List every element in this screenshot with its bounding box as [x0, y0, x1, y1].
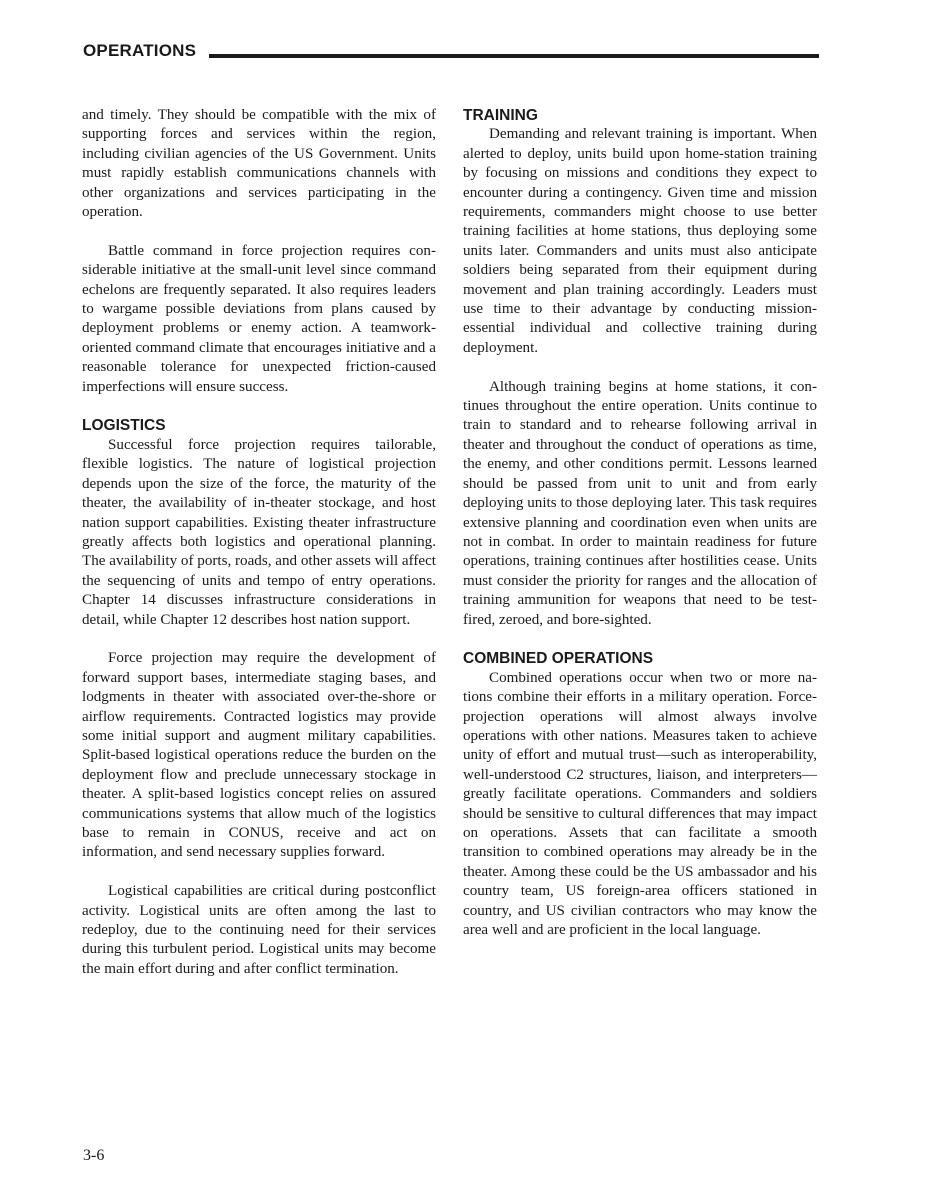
section-heading-logistics: LOGISTICS: [82, 417, 166, 435]
chapter-title: OPERATIONS: [83, 41, 197, 60]
paragraph-logistics-2: Force projection may require the development of forward support bases, intermediate staging bases, and lodgments in theater with associated over-the-shore or airflow requirements. Contracted logistics may provide some initial support and augment military capabilities. Split-based logistical operations reduce the burden on the deployment flow and preclude unnecessary stockage in theater. A split-based logistics concept relies on assured communications systems that allow much of the logistics base to remain in CONUS, receive and act on information, and send necessary supplies forward.: [82, 650, 436, 861]
paragraph-combined-operations: Combined operations occur when two or more nations combine their efforts in a military operation. Force-projection operations will almost always involve operations with other nations. Measures taken to achieve unity of effort and mutual trust—such as interoperability, well-understood C2 structures, liaison, and interpreters—greatly facilitate operations. Commanders and soldiers should be sensitive to cultural differences that may impact on operations. Assets that can facilitate a smooth transition to combined operations may already be in the theater. Among these could be the US ambassador and his country team, US foreign-area officers stationed in country, and US civilian contractors who may know the area well and are proficient in the local language.: [463, 669, 817, 939]
paragraph-logistics-3: Logistical capabilities are critical during postconflict activity. Logistical units are often among the last to redeploy, due to the continuing need for their services during this turbulent period. Logistical units may become the main effort during and after conflict termination.: [82, 883, 436, 977]
paragraph-continuation: and timely. They should be compatible with the mix of supporting forces and services within the region, including civilian agencies of the US Government. Units must rapidly establish communications channels with other organizations and services participating in the operation.: [82, 107, 436, 221]
header-rule: [209, 54, 819, 58]
right-column: [463, 106, 817, 960]
paragraph-battle-command: Battle command in force projection requires considerable initiative at the small-unit level since command echelons are frequently separated. It also requires leaders to wargame possible deviations from plans caused by deployment problems or enemy action. A teamwork-oriented command climate that encourages initiative and a reasonable tolerance for unexpected friction-caused imperfections will ensure success.: [82, 242, 436, 395]
section-heading-combined-operations: COMBINED OPERATIONS: [463, 650, 654, 668]
paragraph-training-2: Although training begins at home stations, it continues throughout the entire operation. Units continue to train to standard and to rehearse following arrival in theater and throughout the conduct of operations as time, the enemy, and other conditions permit. Lessons learned should be passed from unit to unit and from early deploying units to those deploying later. This task requires extensive planning and coordination even when units are not in combat. In order to maintain readiness for future operations, training continues after hostilities cease. Units must consider the priority for ranges and the allocation of training ammunition for weapons that need to be test-fired, zeroed, and bore-sighted.: [463, 378, 817, 628]
paragraph-training-1: Demanding and relevant training is important. When alerted to deploy, units build upon home-station training by focusing on missions and conditions they expect to encounter during a contingency. Given time and mission requirements, commanders might choose to use better training facilities at home stations, thus deploying some units later. Commanders and units must also anticipate soldiers being separated from their equipment during movement and plan training accordingly. Leaders must use time to their advantage by conducting mission-essential individual and collective training during deployment.: [463, 126, 817, 356]
section-heading-training: TRAINING: [463, 107, 538, 124]
paragraph-logistics-1: Successful force projection requires tailorable, flexible logistics. The nature of logistical projection depends upon the size of the force, the maturity of the theater, the availability of in-theater stockage, and host nation support capabilities. Existing theater infrastructure greatly affects both logistics and operational planning. The availability of ports, roads, and other assets will affect the sequencing of units and tempo of entry operations. Chapter 14 discusses infrastructure considerations in detail, while Chapter 12 describes host nation support.: [82, 436, 436, 628]
page-number: 3-6: [83, 1147, 105, 1164]
running-header: [83, 40, 819, 64]
left-column: [82, 106, 436, 999]
